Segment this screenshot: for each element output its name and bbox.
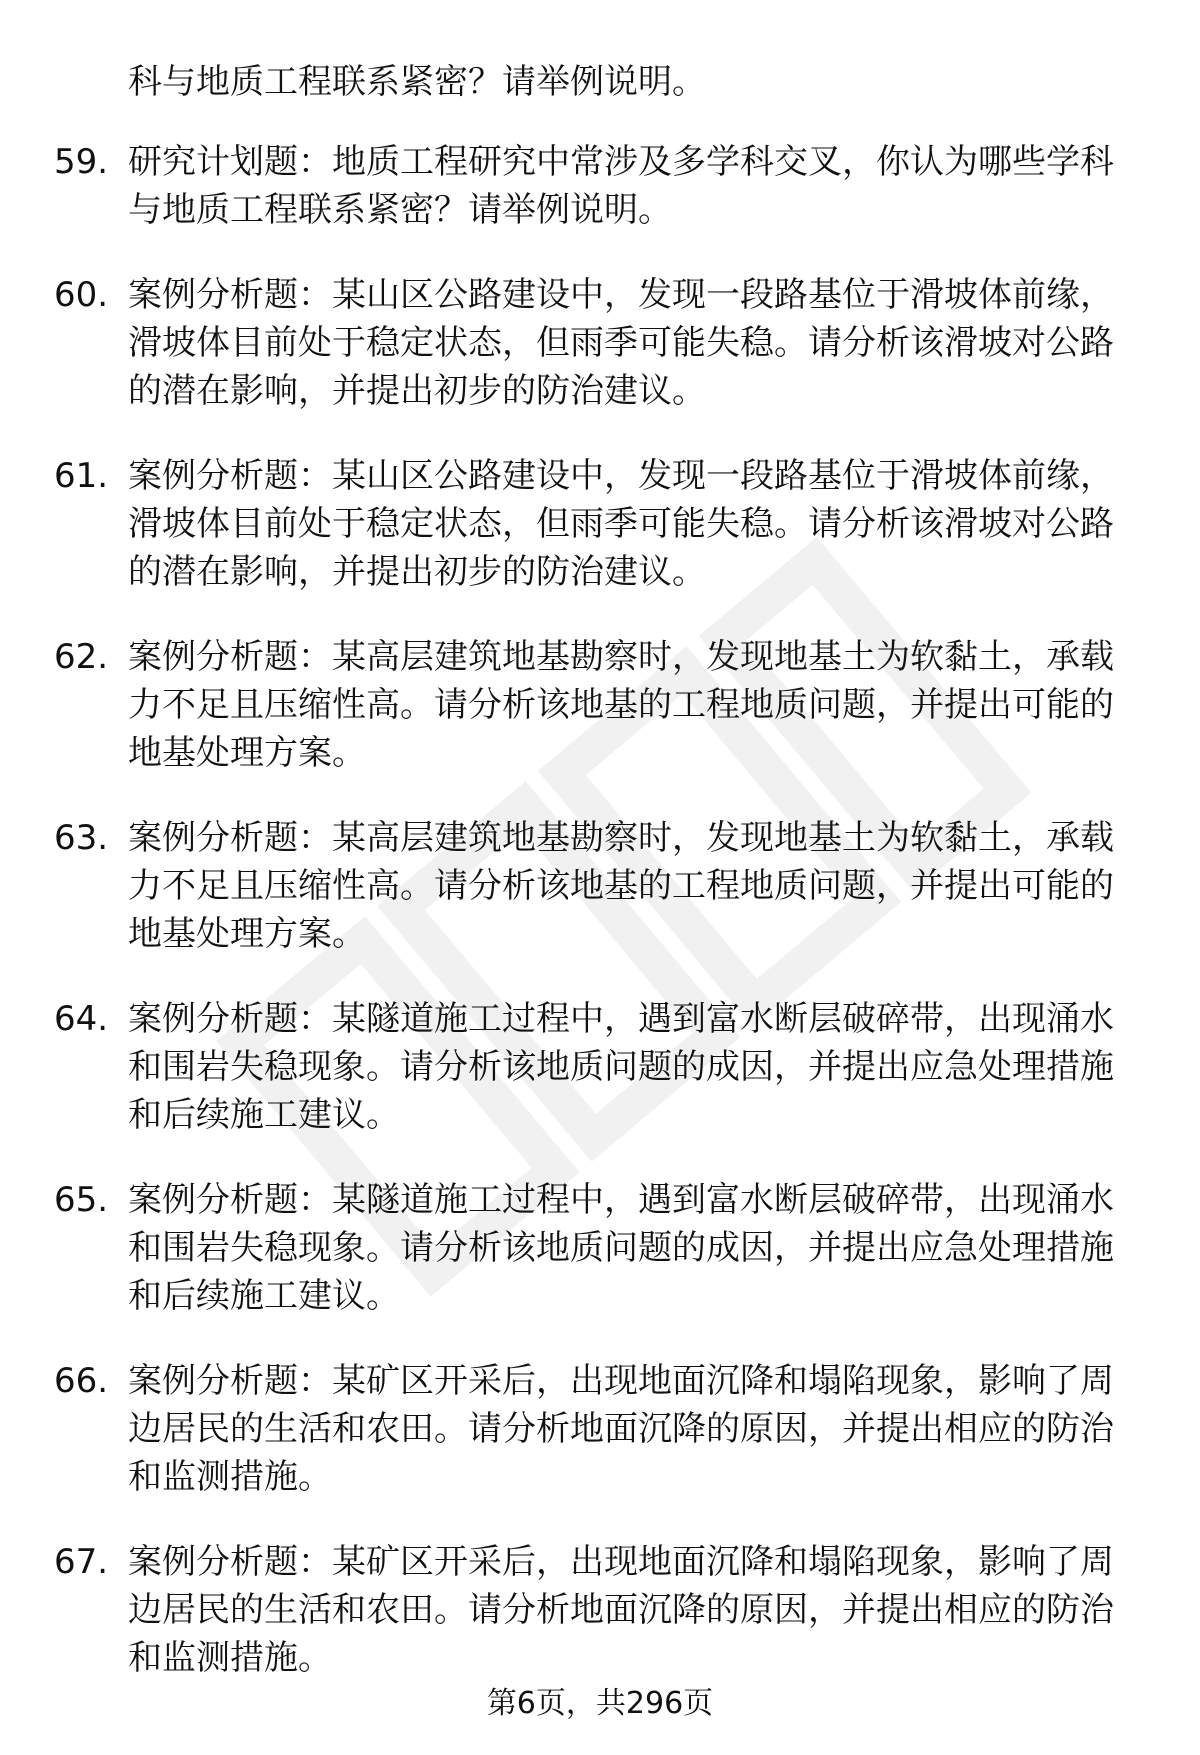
continuation-text: 科与地质工程联系紧密？请举例说明。 [128,62,706,102]
question-list [0,138,1200,1719]
question-item [0,452,1200,596]
page-footer: 第6页，共296页 [486,1686,714,1721]
question-text: 案例分析题：某矿区开采后，出现地面沉降和塌陷现象，影响了周边居民的生活和农田。请分析地面沉降的原因，并提出相应的防治和监测措施。 [128,1542,1114,1678]
question-text: 案例分析题：某山区公路建设中，发现一段路基位于滑坡体前缘，滑坡体目前处于稳定状态，但雨季可能失稳。请分析该滑坡对公路的潜在影响，并提出初步的防治建议。 [128,456,1114,592]
question-number: 60. [54,275,109,315]
question-number: 67. [54,1542,109,1582]
question-item [0,1538,1200,1682]
question-number: 61. [54,456,109,496]
question-item [0,271,1200,415]
question-item [0,995,1200,1139]
question-text: 案例分析题：某隧道施工过程中，遇到富水断层破碎带，出现涌水和围岩失稳现象。请分析该地质问题的成因，并提出应急处理措施和后续施工建议。 [128,999,1114,1135]
question-text: 案例分析题：某高层建筑地基勘察时，发现地基土为软黏土，承载力不足且压缩性高。请分析该地基的工程地质问题，并提出可能的地基处理方案。 [128,818,1114,954]
question-item [0,1176,1200,1320]
question-text: 案例分析题：某矿区开采后，出现地面沉降和塌陷现象，影响了周边居民的生活和农田。请分析地面沉降的原因，并提出相应的防治和监测措施。 [128,1361,1114,1497]
question-number: 63. [54,818,109,858]
question-item [0,138,1200,234]
question-number: 62. [54,637,109,677]
question-text: 案例分析题：某隧道施工过程中，遇到富水断层破碎带，出现涌水和围岩失稳现象。请分析该地质问题的成因，并提出应急处理措施和后续施工建议。 [128,1180,1114,1316]
question-number: 64. [54,999,109,1039]
question-number: 66. [54,1361,109,1401]
question-text: 案例分析题：某高层建筑地基勘察时，发现地基土为软黏土，承载力不足且压缩性高。请分析该地基的工程地质问题，并提出可能的地基处理方案。 [128,637,1114,773]
question-text: 案例分析题：某山区公路建设中，发现一段路基位于滑坡体前缘，滑坡体目前处于稳定状态，但雨季可能失稳。请分析该滑坡对公路的潜在影响，并提出初步的防治建议。 [128,275,1114,411]
question-item [0,633,1200,777]
question-item [0,814,1200,958]
question-text: 研究计划题：地质工程研究中常涉及多学科交叉，你认为哪些学科与地质工程联系紧密？请举例说明。 [128,142,1114,230]
question-number: 59. [54,142,109,182]
question-number: 65. [54,1180,109,1220]
question-item [0,1357,1200,1501]
